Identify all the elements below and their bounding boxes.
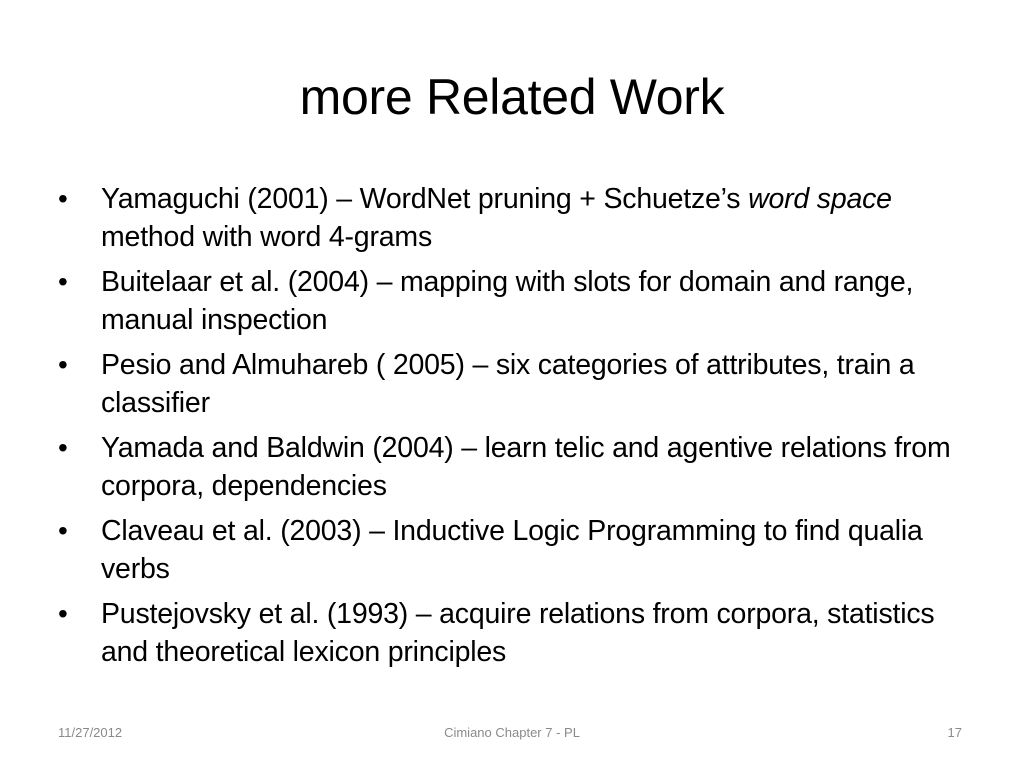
slide-number: 17 — [947, 725, 962, 740]
bullet-text: method with word 4-grams — [101, 221, 432, 253]
bullet-item — [58, 595, 968, 671]
bullet-dot-icon: • — [58, 515, 68, 546]
bullet-item — [58, 429, 968, 505]
bullet-text: Pustejovsky et al. (1993) – acquire relations from corpora, statistics and theoretical lexicon principles — [101, 598, 935, 668]
bullet-dot-icon: • — [58, 432, 68, 463]
bullet-item — [58, 180, 968, 256]
bullet-text-emphasis: word space — [748, 183, 892, 215]
bullet-text: Yamaguchi (2001) – WordNet pruning + Schuetze’s — [101, 183, 749, 215]
bullet-text: Pesio and Almuhareb ( 2005) – six categories of attributes, train a classifier — [101, 349, 915, 419]
bullet-dot-icon: • — [58, 349, 68, 380]
bullet-item — [58, 346, 968, 422]
bullet-text: Buitelaar et al. (2004) – mapping with slots for domain and range, manual inspection — [101, 266, 914, 336]
bullet-item — [58, 263, 968, 339]
footer-text: Cimiano Chapter 7 - PL — [444, 725, 580, 740]
bullet-text: Yamada and Baldwin (2004) – learn telic and agentive relations from corpora, dependencies — [101, 432, 951, 502]
slide-title: more Related Work — [299, 69, 725, 125]
bullet-dot-icon: • — [58, 598, 68, 629]
bullet-list — [58, 180, 968, 678]
footer-date: 11/27/2012 — [58, 725, 123, 740]
bullet-dot-icon: • — [58, 266, 68, 297]
bullet-item — [58, 512, 968, 588]
bullet-dot-icon: • — [58, 183, 68, 214]
bullet-text: Claveau et al. (2003) – Inductive Logic Programming to find qualia verbs — [101, 515, 923, 585]
